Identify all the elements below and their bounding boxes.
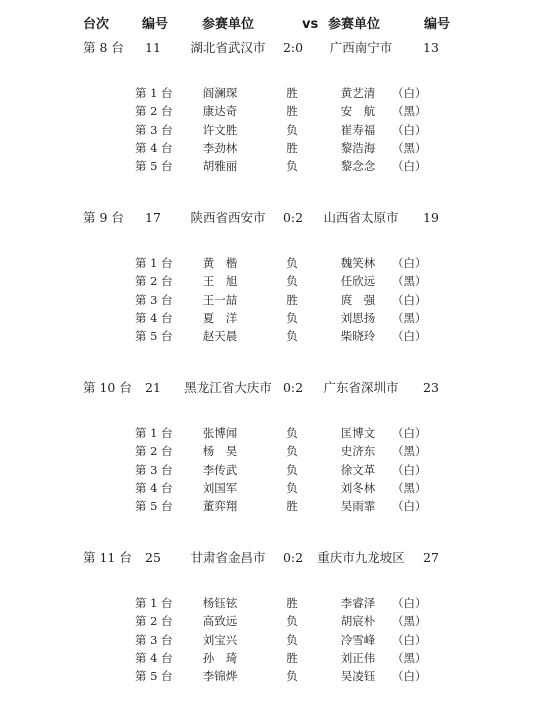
game-result: 胜 xyxy=(286,499,298,513)
game-board: 第 1 台 xyxy=(135,596,173,610)
left-player: 刘国军 xyxy=(202,481,238,495)
game-board: 第 2 台 xyxy=(135,444,173,458)
game-board: 第 5 台 xyxy=(135,499,173,513)
right-player: 崔寿福 xyxy=(340,123,376,137)
match-score: 2:0 xyxy=(282,40,304,55)
piece-color: （白） xyxy=(392,256,427,270)
piece-color: （白） xyxy=(392,463,427,477)
game-result: 负 xyxy=(286,426,298,440)
left-player: 刘宝兴 xyxy=(202,633,238,647)
game-result: 负 xyxy=(286,256,298,270)
match-score: 0:2 xyxy=(282,550,304,565)
right-team-name: 广西南宁市 xyxy=(329,40,393,55)
piece-color: （白） xyxy=(392,426,427,440)
left-player: 李传武 xyxy=(202,463,238,477)
left-player: 李劲林 xyxy=(202,141,238,155)
piece-color: （黑） xyxy=(392,614,427,628)
right-player: 吴雨霏 xyxy=(340,499,376,513)
right-player: 黎念念 xyxy=(340,159,376,173)
left-team-name: 陕西省西安市 xyxy=(190,210,266,225)
piece-color: （黑） xyxy=(392,444,427,458)
header-round: 台次 xyxy=(83,17,110,32)
right-team-name: 重庆市九龙坡区 xyxy=(317,550,405,565)
left-team-number: 25 xyxy=(145,550,161,565)
game-result: 负 xyxy=(286,669,298,683)
left-player: 董弈翔 xyxy=(202,499,238,513)
piece-color: （白） xyxy=(392,159,427,173)
right-team-number: 13 xyxy=(423,40,439,55)
match-score: 0:2 xyxy=(282,380,304,395)
game-board: 第 1 台 xyxy=(135,426,173,440)
left-team-name: 甘肃省金昌市 xyxy=(190,550,266,565)
left-player: 张博闻 xyxy=(202,426,238,440)
piece-color: （白） xyxy=(392,329,427,343)
right-player: 匡博文 xyxy=(340,426,376,440)
left-player: 杨钰铉 xyxy=(202,596,238,610)
left-player: 王 旭 xyxy=(202,274,238,288)
game-board: 第 1 台 xyxy=(135,86,173,100)
game-board: 第 2 台 xyxy=(135,274,173,288)
game-result: 负 xyxy=(286,633,298,647)
game-result: 负 xyxy=(286,274,298,288)
right-player: 庹 强 xyxy=(340,293,376,307)
game-board: 第 2 台 xyxy=(135,614,173,628)
game-board: 第 4 台 xyxy=(135,651,173,665)
game-result: 负 xyxy=(286,311,298,325)
left-player: 许文胜 xyxy=(202,123,238,137)
right-player: 刘思扬 xyxy=(340,311,376,325)
game-result: 负 xyxy=(286,481,298,495)
left-player: 阎澜琛 xyxy=(202,86,238,100)
match-board: 第 8 台 xyxy=(83,40,124,55)
left-team-number: 17 xyxy=(145,210,161,225)
game-result: 负 xyxy=(286,444,298,458)
match-board: 第 11 台 xyxy=(83,550,132,565)
right-player: 刘冬林 xyxy=(340,481,376,495)
piece-color: （黑） xyxy=(392,104,427,118)
header-vs: vs xyxy=(302,17,319,32)
game-result: 负 xyxy=(286,329,298,343)
game-result: 胜 xyxy=(286,86,298,100)
right-player: 刘正伟 xyxy=(340,651,376,665)
right-player: 徐文革 xyxy=(340,463,376,477)
right-player: 吴凌钰 xyxy=(340,669,376,683)
right-player: 柴晓玲 xyxy=(340,329,376,343)
left-player: 赵天晨 xyxy=(202,329,238,343)
piece-color: （白） xyxy=(392,293,427,307)
header-unit-right: 参赛单位 xyxy=(328,17,381,32)
piece-color: （白） xyxy=(392,499,427,513)
game-board: 第 5 台 xyxy=(135,329,173,343)
header-number-left: 编号 xyxy=(142,17,169,32)
right-team-number: 27 xyxy=(423,550,439,565)
left-player: 胡雅丽 xyxy=(202,159,238,173)
piece-color: （黑） xyxy=(392,141,427,155)
left-team-name: 湖北省武汉市 xyxy=(190,40,266,55)
game-board: 第 3 台 xyxy=(135,293,173,307)
game-board: 第 3 台 xyxy=(135,123,173,137)
left-team-name: 黑龙江省大庆市 xyxy=(184,380,272,395)
left-player: 康达奇 xyxy=(202,104,238,118)
left-player: 黄 楷 xyxy=(202,256,238,270)
game-result: 负 xyxy=(286,614,298,628)
right-team-number: 19 xyxy=(423,210,439,225)
piece-color: （白） xyxy=(392,86,427,100)
right-team-name: 山西省太原市 xyxy=(323,210,399,225)
piece-color: （黑） xyxy=(392,651,427,665)
game-result: 负 xyxy=(286,123,298,137)
left-team-number: 21 xyxy=(145,380,161,395)
right-player: 冷雪峰 xyxy=(340,633,376,647)
right-team-number: 23 xyxy=(423,380,439,395)
piece-color: （黑） xyxy=(392,311,427,325)
right-player: 李睿泽 xyxy=(340,596,376,610)
right-player: 史济东 xyxy=(340,444,376,458)
game-board: 第 5 台 xyxy=(135,159,173,173)
right-player: 黄艺清 xyxy=(340,86,376,100)
header-number-right: 编号 xyxy=(424,17,451,32)
game-result: 胜 xyxy=(286,104,298,118)
piece-color: （白） xyxy=(392,123,427,137)
game-board: 第 5 台 xyxy=(135,669,173,683)
left-team-number: 11 xyxy=(145,40,161,55)
right-player: 胡宸朴 xyxy=(340,614,376,628)
game-result: 负 xyxy=(286,463,298,477)
piece-color: （白） xyxy=(392,669,427,683)
match-score: 0:2 xyxy=(282,210,304,225)
game-result: 胜 xyxy=(286,141,298,155)
right-player: 魏笑林 xyxy=(340,256,376,270)
right-player: 黎浩海 xyxy=(340,141,376,155)
piece-color: （黑） xyxy=(392,274,427,288)
piece-color: （白） xyxy=(392,633,427,647)
game-result: 胜 xyxy=(286,651,298,665)
game-result: 胜 xyxy=(286,596,298,610)
left-player: 夏 洋 xyxy=(202,311,238,325)
game-result: 负 xyxy=(286,159,298,173)
game-board: 第 3 台 xyxy=(135,463,173,477)
game-board: 第 4 台 xyxy=(135,311,173,325)
left-player: 高致远 xyxy=(202,614,238,628)
piece-color: （白） xyxy=(392,596,427,610)
piece-color: （黑） xyxy=(392,481,427,495)
match-board: 第 10 台 xyxy=(83,380,132,395)
left-player: 孙 琦 xyxy=(202,651,238,665)
game-board: 第 1 台 xyxy=(135,256,173,270)
left-player: 杨 昊 xyxy=(202,444,238,458)
right-team-name: 广东省深圳市 xyxy=(323,380,399,395)
game-result: 胜 xyxy=(286,293,298,307)
header-unit-left: 参赛单位 xyxy=(202,17,255,32)
game-board: 第 4 台 xyxy=(135,141,173,155)
match-board: 第 9 台 xyxy=(83,210,124,225)
game-board: 第 2 台 xyxy=(135,104,173,118)
left-player: 李锦烨 xyxy=(202,669,238,683)
game-board: 第 3 台 xyxy=(135,633,173,647)
right-player: 任欣远 xyxy=(340,274,376,288)
right-player: 安 航 xyxy=(340,104,376,118)
game-board: 第 4 台 xyxy=(135,481,173,495)
left-player: 王一喆 xyxy=(202,293,238,307)
